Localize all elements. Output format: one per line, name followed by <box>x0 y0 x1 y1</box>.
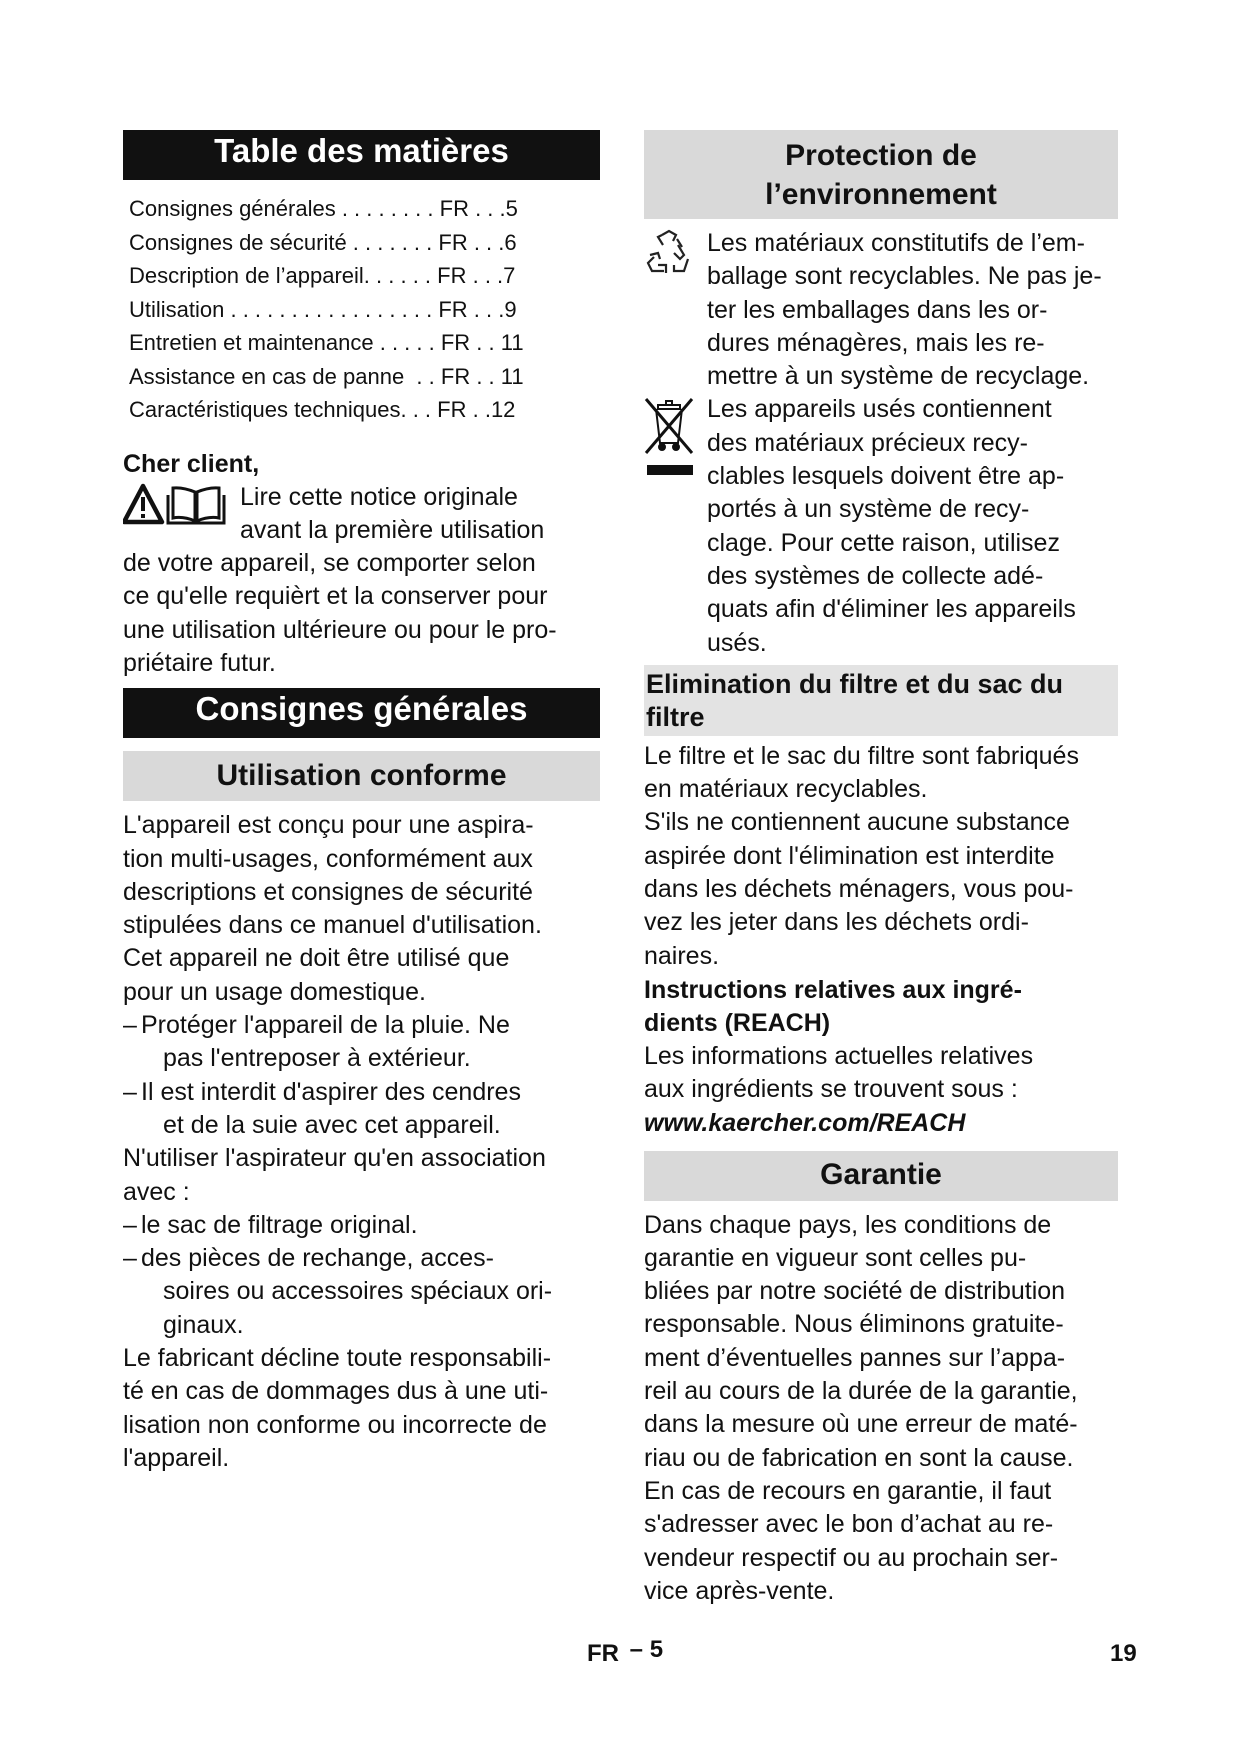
toc-entry <box>129 393 600 427</box>
list-item-line: Il est interdit d'aspirer des cendres <box>141 1077 521 1106</box>
text-line: N'utiliser l'aspirateur qu'en association <box>123 1144 546 1173</box>
text-line: stipulées dans ce manuel d'utilisation. <box>123 911 542 940</box>
list-item-line: et de la suie avec cet appareil. <box>163 1110 501 1139</box>
text-line: Dans chaque pays, les conditions de <box>644 1210 1052 1239</box>
toc-leader: . . . . . <box>373 330 441 355</box>
toc-entry <box>129 226 600 260</box>
toc-title: Caractéristiques techniques <box>129 397 401 422</box>
toc-leader: . . . . . . . <box>346 229 439 255</box>
list-item <box>123 1209 600 1242</box>
text-line: riau ou de fabrication en sont la cause. <box>644 1443 1074 1472</box>
list-item-line: le sac de filtrage original. <box>141 1210 418 1239</box>
text-line: descriptions et consignes de sécurité <box>123 877 533 906</box>
text-line: des systèmes de collecte adé- <box>707 561 1044 590</box>
list-dash: – <box>123 1077 137 1106</box>
text-line: vice après-vente. <box>644 1576 835 1605</box>
text-line: Le filtre et le sac du filtre sont fabriqués <box>644 741 1079 770</box>
usage-paragraph <box>123 809 600 1009</box>
intro-first-lines <box>240 481 600 548</box>
warning-triangle-icon <box>124 486 162 522</box>
intro-line: Lire cette notice originale <box>240 482 518 511</box>
list-dash: – <box>123 1011 137 1040</box>
environment-heading-line: l’environnement <box>765 178 997 211</box>
usage-list-2 <box>123 1209 600 1342</box>
usage-list <box>123 1009 600 1142</box>
text-line: S'ils ne contiennent aucune substance <box>644 808 1070 837</box>
reach-heading-line: dients (REACH) <box>644 1008 831 1037</box>
text-line: en matériaux recyclables. <box>644 775 928 804</box>
filter-paragraph <box>644 740 1118 973</box>
toc-ref: FR . . 11 <box>440 330 524 355</box>
toc-title: Description de l’appareil <box>129 263 364 288</box>
warranty-heading: Garantie <box>644 1151 1118 1201</box>
recycle-block <box>644 227 1118 393</box>
footer-page-dash: – 5 <box>629 1636 664 1663</box>
footer-lang: FR <box>587 1640 619 1667</box>
text-line: vez les jeter dans les déchets ordi- <box>644 908 1029 937</box>
text-line: ment d’éventuelles pannes sur l’appa- <box>644 1343 1066 1372</box>
toc-ref: FR . .12 <box>437 397 516 422</box>
list-item-line: Protéger l'appareil de la pluie. Ne <box>141 1011 510 1040</box>
usage-paragraph-3 <box>123 1342 600 1475</box>
list-item <box>123 1009 600 1076</box>
intro-rest <box>123 547 600 680</box>
toc-ref: FR . . .9 <box>438 296 517 322</box>
toc-title: Assistance en cas de panne <box>129 363 405 389</box>
footer-section <box>587 1636 664 1668</box>
text-line: des matériaux précieux recy- <box>707 428 1028 457</box>
text-line: dures ménagères, mais les re- <box>707 328 1045 357</box>
toc-entry <box>129 259 600 293</box>
text-line: quats afin d'éliminer les appareils <box>707 595 1076 624</box>
toc-leader: . . . <box>400 397 438 422</box>
toc-ref: FR . . .7 <box>437 263 516 288</box>
toc-leader: . . . . . . . . <box>335 196 440 221</box>
text-line: usés. <box>707 628 767 657</box>
reach-paragraph <box>644 1040 1118 1107</box>
toc-leader: . . . . . . <box>363 263 438 288</box>
text-line: portés à un système de recy- <box>707 495 1030 524</box>
text-line: dans les déchets ménagers, vous pou- <box>644 875 1074 904</box>
text-line: Les appareils usés contiennent <box>707 395 1052 424</box>
open-book-icon <box>168 487 224 522</box>
list-item-line: ginaux. <box>163 1310 244 1339</box>
list-item-line: pas l'entreposer à extérieur. <box>163 1044 471 1073</box>
text-line: une utilisation ultérieure ou pour le pro- <box>123 615 557 644</box>
toc-ref: FR . . 11 <box>440 363 524 389</box>
text-line: responsable. Nous éliminons gratuite- <box>644 1310 1064 1339</box>
section-heading-general: Consignes générales <box>123 688 600 738</box>
right-column <box>644 130 1118 1608</box>
recycle-text <box>707 227 1118 393</box>
text-line: té en cas de dommages dus à une uti- <box>123 1377 549 1406</box>
text-line: lisation non conforme ou incorrecte de <box>123 1410 547 1439</box>
text-line: ter les emballages dans les or- <box>707 295 1048 324</box>
toc-leader: . . <box>404 363 441 389</box>
text-line: dans la mesure où une erreur de maté- <box>644 1410 1078 1439</box>
toc-heading: Table des matières <box>123 130 600 180</box>
text-line: priétaire futur. <box>123 648 276 677</box>
text-line: Les matériaux constitutifs de l’em- <box>707 229 1085 257</box>
text-line: reil au cours de la durée de la garantie, <box>644 1377 1078 1406</box>
text-line: bliées par notre société de distribution <box>644 1277 1066 1306</box>
text-line: Les informations actuelles relatives <box>644 1041 1034 1070</box>
text-line: vendeur respectif ou au prochain ser- <box>644 1543 1059 1572</box>
list-item-line: soires ou accessoires spéciaux ori- <box>163 1277 553 1306</box>
text-line: garantie en vigueur sont celles pu- <box>644 1243 1027 1272</box>
text-line: pour un usage domestique. <box>123 977 426 1006</box>
environment-heading <box>644 130 1118 219</box>
text-line: l'appareil. <box>123 1443 230 1472</box>
text-line: Cet appareil ne doit être utilisé que <box>123 944 510 973</box>
table-of-contents <box>129 192 600 427</box>
left-column <box>123 130 600 1475</box>
toc-ref: FR . . .5 <box>439 196 518 221</box>
text-line: tion multi-usages, conformément aux <box>123 844 533 873</box>
text-line: L'appareil est conçu pour une aspira- <box>123 811 534 840</box>
reach-heading-line: Instructions relatives aux ingré- <box>644 975 1022 1004</box>
environment-heading-line: Protection de <box>785 139 977 172</box>
text-line: mettre à un système de recyclage. <box>707 362 1090 391</box>
intro-line: avant la première utilisation <box>240 515 545 544</box>
toc-title: Entretien et maintenance <box>129 330 374 355</box>
list-item-line: des pièces de rechange, acces- <box>141 1244 494 1273</box>
weee-text <box>707 393 1118 659</box>
page-number: 19 <box>1110 1640 1137 1667</box>
text-line: clage. Pour cette raison, utilisez <box>707 528 1060 557</box>
recycle-icon <box>644 229 694 284</box>
text-line: naires. <box>644 941 720 970</box>
text-line: clables lesquels doivent être ap- <box>707 462 1065 491</box>
toc-ref: FR . . .6 <box>438 229 517 255</box>
intro-icons <box>123 483 230 527</box>
toc-entry <box>129 293 600 327</box>
toc-title: Consignes générales <box>129 196 336 221</box>
toc-title: Consignes de sécurité <box>129 229 347 255</box>
toc-title: Utilisation <box>129 296 225 322</box>
toc-entry <box>129 360 600 394</box>
crossed-bin-icon <box>644 395 696 490</box>
text-line: En cas de recours en garantie, il faut <box>644 1476 1052 1505</box>
toc-entry <box>129 326 600 360</box>
list-dash: – <box>123 1244 137 1273</box>
usage-heading: Utilisation conforme <box>123 751 600 801</box>
list-item <box>123 1076 600 1143</box>
filter-heading-line: Elimination du filtre et du sac du <box>646 668 1064 699</box>
intro-block <box>123 481 600 681</box>
text-line: de votre appareil, se comporter selon <box>123 549 536 578</box>
reach-heading <box>644 974 1118 1040</box>
filter-heading <box>644 665 1118 736</box>
reach-link[interactable]: www.kaercher.com/REACH <box>644 1108 966 1137</box>
weee-block <box>644 393 1118 659</box>
list-item <box>123 1242 600 1342</box>
text-line: aspirée dont l'élimination est interdite <box>644 841 1055 870</box>
text-line: aux ingrédients se trouvent sous : <box>644 1075 1018 1104</box>
greeting: Cher client, <box>123 449 260 478</box>
text-line: Le fabricant décline toute responsabili- <box>123 1344 552 1373</box>
list-dash: – <box>123 1210 137 1239</box>
text-line: s'adresser avec le bon d’achat au re- <box>644 1510 1054 1539</box>
filter-heading-line: filtre <box>646 701 705 732</box>
text-line: ce qu'elle requièrt et la conserver pour <box>123 582 548 611</box>
text-line: avec : <box>123 1177 190 1206</box>
toc-entry <box>129 192 600 226</box>
usage-paragraph-2 <box>123 1142 600 1209</box>
text-line: ballage sont recyclables. Ne pas je- <box>707 262 1102 291</box>
warranty-paragraph <box>644 1209 1118 1609</box>
toc-leader: . . . . . . . . . . . . . . . . . <box>224 296 439 322</box>
